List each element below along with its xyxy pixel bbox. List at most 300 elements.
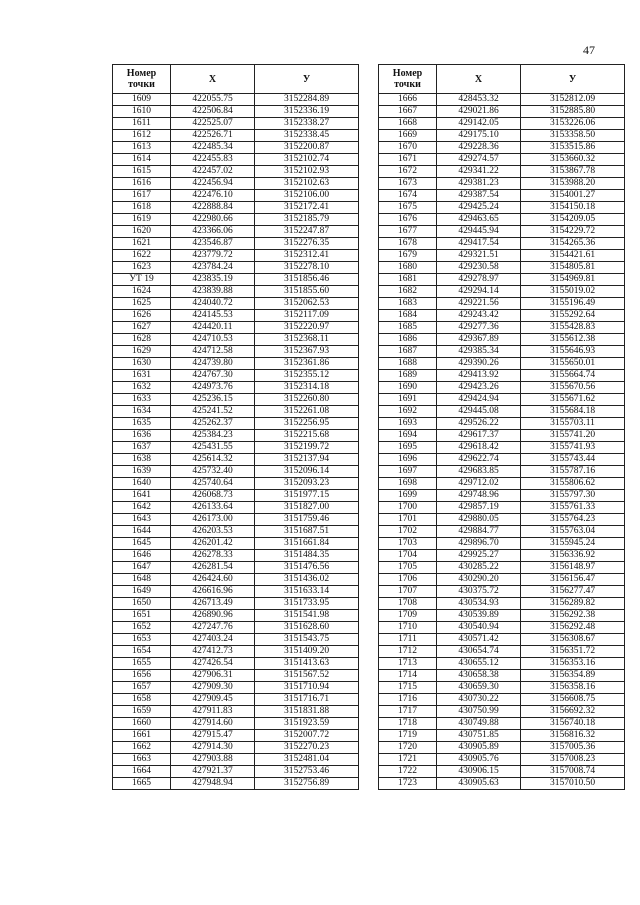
table-row	[113, 142, 359, 154]
cell-y: 3152338.45	[255, 130, 359, 142]
table-row	[113, 178, 359, 190]
cell-point-number: 1638	[113, 454, 171, 466]
cell-point-number: 1683	[379, 298, 437, 310]
table-row	[113, 406, 359, 418]
cell-x: 425384.23	[171, 430, 255, 442]
cell-point-number: 1630	[113, 358, 171, 370]
table-row	[113, 286, 359, 298]
cell-y: 3154150.18	[521, 202, 625, 214]
cell-y: 3151716.71	[255, 694, 359, 706]
cell-point-number: 1666	[379, 94, 437, 106]
table-row	[379, 430, 625, 442]
cell-point-number: 1699	[379, 490, 437, 502]
cell-x: 430906.15	[437, 766, 521, 778]
table-row	[113, 262, 359, 274]
cell-x: 427906.31	[171, 670, 255, 682]
cell-x: 430730.22	[437, 694, 521, 706]
cell-x: 429880.05	[437, 514, 521, 526]
table-row	[379, 550, 625, 562]
cell-y: 3155612.38	[521, 334, 625, 346]
cell-x: 430905.63	[437, 778, 521, 790]
table-row	[379, 202, 625, 214]
cell-y: 3151827.00	[255, 502, 359, 514]
cell-x: 427911.83	[171, 706, 255, 718]
table-row	[379, 526, 625, 538]
table-row	[379, 370, 625, 382]
cell-point-number: 1640	[113, 478, 171, 490]
cell-y: 3152247.87	[255, 226, 359, 238]
table-row	[113, 118, 359, 130]
cell-x: 427914.60	[171, 718, 255, 730]
cell-y: 3155764.23	[521, 514, 625, 526]
cell-x: 427909.45	[171, 694, 255, 706]
cell-y: 3155646.93	[521, 346, 625, 358]
cell-point-number: 1642	[113, 502, 171, 514]
cell-y: 3152215.68	[255, 430, 359, 442]
cell-y: 3152278.10	[255, 262, 359, 274]
cell-y: 3151484.35	[255, 550, 359, 562]
cell-point-number: 1628	[113, 334, 171, 346]
table-row	[113, 742, 359, 754]
table-row	[379, 346, 625, 358]
table-row	[379, 238, 625, 250]
cell-y: 3157005.36	[521, 742, 625, 754]
cell-y: 3152276.35	[255, 238, 359, 250]
cell-point-number: 1622	[113, 250, 171, 262]
table-row	[113, 454, 359, 466]
cell-y: 3157008.74	[521, 766, 625, 778]
cell-point-number: 1659	[113, 706, 171, 718]
cell-x: 429712.02	[437, 478, 521, 490]
cell-y: 3151733.95	[255, 598, 359, 610]
cell-x: 429423.26	[437, 382, 521, 394]
table-row	[379, 310, 625, 322]
cell-y: 3152367.93	[255, 346, 359, 358]
cell-y: 3153515.86	[521, 142, 625, 154]
cell-y: 3155787.16	[521, 466, 625, 478]
table-row	[379, 262, 625, 274]
cell-y: 3156353.16	[521, 658, 625, 670]
table-row	[113, 418, 359, 430]
table-row	[113, 466, 359, 478]
cell-point-number: 1679	[379, 250, 437, 262]
cell-point-number: 1654	[113, 646, 171, 658]
cell-point-number: 1705	[379, 562, 437, 574]
cell-x: 426890.96	[171, 610, 255, 622]
cell-x: 430658.38	[437, 670, 521, 682]
cell-y: 3152256.95	[255, 418, 359, 430]
cell-x: 425614.32	[171, 454, 255, 466]
cell-y: 3152137.94	[255, 454, 359, 466]
cell-x: 429884.77	[437, 526, 521, 538]
cell-x: 430375.72	[437, 586, 521, 598]
cell-point-number: 1678	[379, 238, 437, 250]
cell-point-number: 1634	[113, 406, 171, 418]
table-row	[113, 442, 359, 454]
cell-y: 3151831.88	[255, 706, 359, 718]
cell-x: 429274.57	[437, 154, 521, 166]
cell-point-number: 1616	[113, 178, 171, 190]
cell-point-number: 1698	[379, 478, 437, 490]
cell-y: 3155019.02	[521, 286, 625, 298]
cell-y: 3154229.72	[521, 226, 625, 238]
cell-point-number: 1682	[379, 286, 437, 298]
cell-point-number: 1716	[379, 694, 437, 706]
cell-x: 426281.54	[171, 562, 255, 574]
cell-y: 3154969.81	[521, 274, 625, 286]
cell-y: 3155664.74	[521, 370, 625, 382]
table-row	[379, 502, 625, 514]
cell-x: 429390.26	[437, 358, 521, 370]
table-row	[379, 778, 625, 790]
table-header-row	[113, 65, 359, 94]
cell-x: 425732.40	[171, 466, 255, 478]
cell-x: 429367.89	[437, 334, 521, 346]
cell-point-number: 1691	[379, 394, 437, 406]
cell-y: 3151923.59	[255, 718, 359, 730]
table-row	[113, 310, 359, 322]
table-row	[379, 418, 625, 430]
cell-y: 3152260.80	[255, 394, 359, 406]
cell-point-number: 1637	[113, 442, 171, 454]
cell-point-number: 1693	[379, 418, 437, 430]
cell-y: 3156289.82	[521, 598, 625, 610]
cell-x: 430534.93	[437, 598, 521, 610]
cell-point-number: 1694	[379, 430, 437, 442]
cell-x: 426068.73	[171, 490, 255, 502]
cell-point-number: 1647	[113, 562, 171, 574]
cell-x: 427914.30	[171, 742, 255, 754]
table-row	[379, 598, 625, 610]
cell-y: 3156351.72	[521, 646, 625, 658]
cell-point-number: 1655	[113, 658, 171, 670]
table-row	[113, 358, 359, 370]
cell-y: 3153988.20	[521, 178, 625, 190]
cell-point-number: 1624	[113, 286, 171, 298]
cell-point-number: 1631	[113, 370, 171, 382]
cell-x: 429445.94	[437, 226, 521, 238]
cell-y: 3152062.53	[255, 298, 359, 310]
table-row	[379, 358, 625, 370]
cell-y: 3155797.30	[521, 490, 625, 502]
cell-x: 423835.19	[171, 274, 255, 286]
table-row	[113, 166, 359, 178]
cell-point-number: 1629	[113, 346, 171, 358]
cell-point-number: 1713	[379, 658, 437, 670]
cell-x: 428453.32	[437, 94, 521, 106]
cell-y: 3151543.75	[255, 634, 359, 646]
cell-x: 429228.36	[437, 142, 521, 154]
cell-point-number: 1662	[113, 742, 171, 754]
cell-point-number: 1619	[113, 214, 171, 226]
cell-x: 426201.42	[171, 538, 255, 550]
table-row	[379, 178, 625, 190]
cell-x: 425262.37	[171, 418, 255, 430]
cell-x: 429021.86	[437, 106, 521, 118]
cell-point-number: 1660	[113, 718, 171, 730]
cell-point-number: 1656	[113, 670, 171, 682]
cell-y: 3154265.36	[521, 238, 625, 250]
cell-x: 430655.12	[437, 658, 521, 670]
cell-point-number: 1635	[113, 418, 171, 430]
cell-x: 426203.53	[171, 526, 255, 538]
cell-point-number: УТ 19	[113, 274, 171, 286]
cell-point-number: 1620	[113, 226, 171, 238]
cell-x: 430539.89	[437, 610, 521, 622]
cell-point-number: 1651	[113, 610, 171, 622]
cell-y: 3151856.46	[255, 274, 359, 286]
cell-x: 427426.54	[171, 658, 255, 670]
table-row	[113, 562, 359, 574]
cell-point-number: 1676	[379, 214, 437, 226]
cell-x: 429417.54	[437, 238, 521, 250]
cell-point-number: 1648	[113, 574, 171, 586]
table-row	[379, 622, 625, 634]
cell-point-number: 1695	[379, 442, 437, 454]
table-row	[113, 226, 359, 238]
table-row	[379, 250, 625, 262]
cell-x: 429321.51	[437, 250, 521, 262]
cell-point-number: 1617	[113, 190, 171, 202]
cell-x: 429413.92	[437, 370, 521, 382]
cell-point-number: 1719	[379, 730, 437, 742]
cell-x: 424145.53	[171, 310, 255, 322]
table-row	[113, 514, 359, 526]
cell-point-number: 1690	[379, 382, 437, 394]
table-row	[113, 190, 359, 202]
cell-y: 3152261.08	[255, 406, 359, 418]
cell-y: 3156277.47	[521, 586, 625, 598]
table-row	[113, 670, 359, 682]
cell-x: 422980.66	[171, 214, 255, 226]
cell-y: 3152093.23	[255, 478, 359, 490]
cell-point-number: 1614	[113, 154, 171, 166]
table-row	[379, 766, 625, 778]
cell-x: 422456.94	[171, 178, 255, 190]
cell-x: 427921.37	[171, 766, 255, 778]
cell-point-number: 1665	[113, 778, 171, 790]
table-row	[379, 514, 625, 526]
header-point-number: Номер точки	[379, 65, 437, 94]
cell-x: 429526.22	[437, 418, 521, 430]
cell-y: 3156292.48	[521, 622, 625, 634]
cell-y: 3156148.97	[521, 562, 625, 574]
cell-x: 424739.80	[171, 358, 255, 370]
cell-x: 422455.83	[171, 154, 255, 166]
cell-point-number: 1689	[379, 370, 437, 382]
cell-x: 426424.60	[171, 574, 255, 586]
cell-y: 3151409.20	[255, 646, 359, 658]
cell-point-number: 1645	[113, 538, 171, 550]
table-row	[379, 454, 625, 466]
cell-point-number: 1708	[379, 598, 437, 610]
cell-y: 3151710.94	[255, 682, 359, 694]
cell-x: 429341.22	[437, 166, 521, 178]
cell-y: 3156156.47	[521, 574, 625, 586]
table-row	[113, 550, 359, 562]
cell-point-number: 1646	[113, 550, 171, 562]
cell-point-number: 1615	[113, 166, 171, 178]
table-row	[113, 754, 359, 766]
cell-y: 3151759.46	[255, 514, 359, 526]
cell-y: 3155684.18	[521, 406, 625, 418]
cell-y: 3152199.72	[255, 442, 359, 454]
cell-y: 3156336.92	[521, 550, 625, 562]
cell-y: 3152336.19	[255, 106, 359, 118]
cell-point-number: 1636	[113, 430, 171, 442]
table-row	[113, 430, 359, 442]
cell-point-number: 1697	[379, 466, 437, 478]
cell-point-number: 1632	[113, 382, 171, 394]
table-row	[379, 130, 625, 142]
table-row	[379, 574, 625, 586]
cell-x: 426713.49	[171, 598, 255, 610]
cell-x: 423366.06	[171, 226, 255, 238]
table-row	[379, 646, 625, 658]
cell-x: 424712.58	[171, 346, 255, 358]
cell-y: 3152102.74	[255, 154, 359, 166]
cell-x: 429857.19	[437, 502, 521, 514]
cell-point-number: 1612	[113, 130, 171, 142]
table-row	[379, 334, 625, 346]
cell-y: 3153226.06	[521, 118, 625, 130]
table-row	[379, 466, 625, 478]
cell-x: 427948.94	[171, 778, 255, 790]
cell-y: 3152096.14	[255, 466, 359, 478]
cell-y: 3154805.81	[521, 262, 625, 274]
cell-y: 3155806.62	[521, 478, 625, 490]
cell-x: 423784.24	[171, 262, 255, 274]
table-row	[113, 202, 359, 214]
table-row	[379, 322, 625, 334]
cell-point-number: 1675	[379, 202, 437, 214]
coordinates-table-left	[112, 64, 359, 790]
cell-y: 3156816.32	[521, 730, 625, 742]
cell-point-number: 1611	[113, 118, 171, 130]
cell-point-number: 1641	[113, 490, 171, 502]
cell-x: 424420.11	[171, 322, 255, 334]
cell-x: 429277.36	[437, 322, 521, 334]
cell-y: 3153867.78	[521, 166, 625, 178]
cell-x: 427903.88	[171, 754, 255, 766]
cell-point-number: 1711	[379, 634, 437, 646]
cell-x: 424040.72	[171, 298, 255, 310]
table-row	[379, 634, 625, 646]
table-row	[113, 682, 359, 694]
cell-y: 3155741.20	[521, 430, 625, 442]
cell-point-number: 1639	[113, 466, 171, 478]
table-row	[113, 634, 359, 646]
cell-point-number: 1623	[113, 262, 171, 274]
cell-y: 3154001.27	[521, 190, 625, 202]
cell-point-number: 1667	[379, 106, 437, 118]
table-row	[113, 574, 359, 586]
cell-y: 3153358.50	[521, 130, 625, 142]
cell-y: 3151436.02	[255, 574, 359, 586]
cell-point-number: 1670	[379, 142, 437, 154]
cell-y: 3155703.11	[521, 418, 625, 430]
cell-y: 3152481.04	[255, 754, 359, 766]
cell-y: 3152312.41	[255, 250, 359, 262]
table-row	[113, 250, 359, 262]
cell-y: 3155763.04	[521, 526, 625, 538]
cell-y: 3152102.63	[255, 178, 359, 190]
cell-x: 422525.07	[171, 118, 255, 130]
table-row	[113, 346, 359, 358]
table-row	[113, 94, 359, 106]
cell-y: 3152185.79	[255, 214, 359, 226]
header-point-number: Номер точки	[113, 65, 171, 94]
cell-x: 430654.74	[437, 646, 521, 658]
table-row	[113, 130, 359, 142]
table-row	[379, 286, 625, 298]
cell-y: 3155671.62	[521, 394, 625, 406]
cell-x: 429463.65	[437, 214, 521, 226]
cell-point-number: 1633	[113, 394, 171, 406]
cell-x: 430905.76	[437, 754, 521, 766]
cell-x: 424973.76	[171, 382, 255, 394]
table-row	[379, 406, 625, 418]
cell-y: 3152172.41	[255, 202, 359, 214]
table-row	[113, 778, 359, 790]
cell-point-number: 1673	[379, 178, 437, 190]
cell-point-number: 1672	[379, 166, 437, 178]
cell-x: 426133.64	[171, 502, 255, 514]
cell-y: 3157008.23	[521, 754, 625, 766]
cell-point-number: 1717	[379, 706, 437, 718]
table-row	[379, 442, 625, 454]
cell-point-number: 1669	[379, 130, 437, 142]
cell-x: 429387.54	[437, 190, 521, 202]
table-row	[113, 706, 359, 718]
cell-x: 422888.84	[171, 202, 255, 214]
cell-y: 3156608.75	[521, 694, 625, 706]
cell-y: 3151855.60	[255, 286, 359, 298]
cell-point-number: 1668	[379, 118, 437, 130]
cell-x: 430659.30	[437, 682, 521, 694]
cell-x: 430749.88	[437, 718, 521, 730]
cell-x: 430751.85	[437, 730, 521, 742]
cell-point-number: 1677	[379, 226, 437, 238]
cell-y: 3152753.46	[255, 766, 359, 778]
cell-point-number: 1701	[379, 514, 437, 526]
cell-point-number: 1709	[379, 610, 437, 622]
cell-point-number: 1696	[379, 454, 437, 466]
table-row	[113, 610, 359, 622]
table-row	[379, 94, 625, 106]
cell-x: 427909.30	[171, 682, 255, 694]
cell-x: 429618.42	[437, 442, 521, 454]
cell-y: 3151628.60	[255, 622, 359, 634]
cell-y: 3155670.56	[521, 382, 625, 394]
cell-y: 3154421.61	[521, 250, 625, 262]
table-row	[379, 214, 625, 226]
cell-y: 3152885.80	[521, 106, 625, 118]
table-row	[379, 670, 625, 682]
cell-point-number: 1644	[113, 526, 171, 538]
cell-y: 3151687.51	[255, 526, 359, 538]
cell-x: 427412.73	[171, 646, 255, 658]
table-row	[379, 730, 625, 742]
cell-point-number: 1664	[113, 766, 171, 778]
cell-point-number: 1674	[379, 190, 437, 202]
cell-y: 3156740.18	[521, 718, 625, 730]
cell-point-number: 1684	[379, 310, 437, 322]
cell-y: 3156692.32	[521, 706, 625, 718]
cell-y: 3152117.09	[255, 310, 359, 322]
cell-point-number: 1710	[379, 622, 437, 634]
table-row	[113, 238, 359, 250]
